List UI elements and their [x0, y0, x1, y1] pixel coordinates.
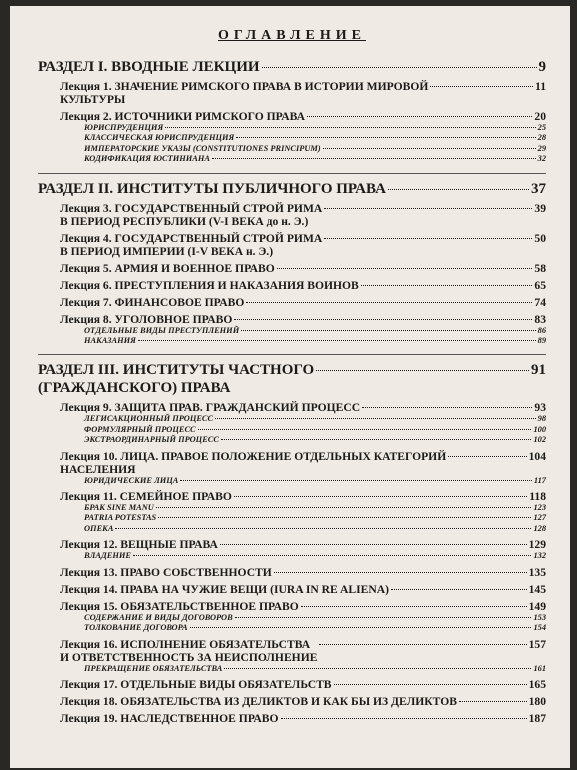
lecture-entry-label-line: Лекция 16. ИСПОЛНЕНИЕ ОБЯЗАТЕЛЬСТВА [60, 637, 311, 651]
lecture-entry-page: 11 [535, 80, 546, 93]
subtopic-entry-label-line: ИМПЕРАТОРСКИЕ УКАЗЫ (CONSTITUTIONES PRINCIPUM) [84, 143, 321, 153]
subtopic-entry-label-line: БРАК SINE MANU [84, 503, 154, 513]
subtopic-entry-page: 161 [533, 663, 546, 673]
subtopic-entry-label-line: ФОРМУЛЯРНЫЙ ПРОЦЕСС [84, 424, 196, 434]
subtopic-entry-page: 153 [533, 612, 546, 622]
subtopic-entry-label [84, 503, 154, 513]
lecture-entry [60, 490, 546, 503]
section-heading-label-line: РАЗДЕЛ III. ИНСТИТУТЫ ЧАСТНОГО [38, 362, 315, 379]
lecture-entry [60, 110, 546, 123]
subtopic-entry-page: 102 [533, 435, 546, 445]
dot-leader [430, 86, 533, 87]
subtopic-entry-label [84, 664, 222, 674]
subtopic-entry-page: 128 [533, 523, 546, 533]
lecture-entry-label-line: И ОТВЕТСТВЕННОСТЬ ЗА НЕИСПОЛНЕНИЕ [60, 650, 318, 664]
lecture-entry-label-line: Лекция 14. ПРАВА НА ЧУЖИЕ ВЕЩИ (IURA IN RE ALIENA) [60, 582, 389, 596]
section-heading-label-line: РАЗДЕЛ II. ИНСТИТУТЫ ПУБЛИЧНОГО ПРАВА [38, 180, 386, 197]
dot-leader [165, 127, 535, 128]
subtopic-entry-label-line: ЭКСТРАОРДИНАРНЫЙ ПРОЦЕСС [84, 435, 219, 445]
lecture-entry-page: 180 [528, 694, 546, 708]
lecture-entry-label [60, 600, 299, 613]
lecture-entry-label-line: Лекция 9. ЗАЩИТА ПРАВ. ГРАЖДАНСКИЙ ПРОЦЕСС [60, 401, 361, 415]
subtopic-entry [84, 425, 546, 435]
subtopic-entry-label-line: ВЛАДЕНИЕ [84, 551, 131, 561]
lecture-entry [60, 202, 546, 228]
lecture-entry-page: 118 [529, 490, 546, 504]
section-heading-page: 9 [538, 59, 546, 75]
dot-leader [319, 644, 526, 645]
lecture-entry [60, 232, 546, 258]
dot-leader [324, 238, 532, 239]
lecture-entry-page: 145 [528, 582, 546, 596]
subtopic-entry-label-line: КОДИФИКАЦИЯ ЮСТИНИАНА [84, 154, 210, 164]
lecture-entry-label [60, 450, 446, 476]
lecture-entry [60, 600, 546, 613]
subtopic-entry-label [84, 425, 196, 435]
lecture-entry [60, 296, 546, 309]
dot-leader [262, 67, 537, 68]
lecture-entry-label-line: Лекция 19. НАСЛЕДСТВЕННОЕ ПРАВО [60, 711, 279, 725]
section-heading-label [38, 58, 260, 76]
subtopic-entry [84, 144, 546, 154]
lecture-entry-label-line: Лекция 10. ЛИЦА. ПРАВОЕ ПОЛОЖЕНИЕ ОТДЕЛЬНЫХ КАТЕГОРИЙ [60, 449, 447, 463]
subtopic-entry-label-line: ОПЕКА [84, 523, 114, 533]
dot-leader [180, 480, 532, 481]
lecture-entry-label-line: Лекция 11. СЕМЕЙНОЕ ПРАВО [60, 490, 232, 504]
dot-leader [115, 528, 531, 529]
subtopic-entry-label-line: ЮРИДИЧЕСКИЕ ЛИЦА [84, 475, 179, 485]
lecture-entry-label [60, 262, 275, 275]
subtopic-entry-page: 25 [537, 123, 546, 132]
subtopic-entry [84, 154, 546, 164]
lecture-entry-label [60, 490, 232, 503]
subtopic-entry-label-line: ПРЕКРАЩЕНИЕ ОБЯЗАТЕЛЬСТВА [84, 663, 223, 673]
lecture-entry-page: 129 [528, 538, 546, 552]
dot-leader [133, 555, 531, 556]
dot-leader [234, 319, 532, 320]
subtopic-entry-label [84, 326, 239, 336]
dot-leader [281, 718, 527, 719]
dot-leader [388, 189, 529, 190]
lecture-entry [60, 566, 546, 579]
dot-leader [236, 137, 535, 138]
dot-leader [323, 148, 536, 149]
lecture-entry-label-line: Лекция 8. УГОЛОВНОЕ ПРАВО [60, 312, 233, 326]
dot-leader [301, 606, 527, 607]
lecture-entry-page: 187 [528, 711, 546, 725]
subtopic-entry-label [84, 414, 213, 424]
subtopic-entry-label-line: ЮРИСПРУДЕНЦИЯ [84, 123, 164, 132]
lecture-entry-label [60, 695, 457, 708]
subtopic-entry-label [84, 336, 136, 346]
subtopic-entry-label [84, 613, 233, 623]
subtopic-entry-page: 32 [537, 154, 546, 164]
lecture-entry-label-line: Лекция 5. АРМИЯ И ВОЕННОЕ ПРАВО [60, 261, 275, 275]
lecture-entry-label [60, 202, 322, 228]
lecture-entry-label-line: Лекция 15. ОБЯЗАТЕЛЬСТВЕННОЕ ПРАВО [60, 599, 299, 613]
subtopic-entry-page: 123 [533, 503, 546, 513]
subtopic-entry [84, 513, 546, 523]
lecture-entry-label-line: Лекция 7. ФИНАНСОВОЕ ПРАВО [60, 295, 245, 309]
dot-leader [277, 268, 533, 269]
lecture-entry [60, 678, 546, 691]
dot-leader [274, 572, 527, 573]
subtopic-entry-page: 154 [533, 623, 546, 633]
dot-leader [362, 407, 532, 408]
lecture-entry [60, 262, 546, 275]
section-heading [38, 361, 546, 397]
lecture-entry-label [60, 638, 317, 664]
subtopic-entry [84, 326, 546, 336]
subtopic-entry-page: 29 [537, 143, 546, 153]
subtopic-entry-page: 98 [537, 414, 546, 424]
lecture-entry-label [60, 583, 389, 596]
section-heading-label [38, 180, 386, 198]
subtopic-entry-label-line: ЛЕГИСАКЦИОННЫЙ ПРОЦЕСС [84, 414, 214, 424]
subtopic-entry [84, 551, 546, 561]
subtopic-entry-label [84, 144, 321, 154]
lecture-entry-label [60, 80, 428, 106]
subtopic-entry [84, 133, 546, 143]
subtopic-entry-label-line: НАКАЗАНИЯ [84, 336, 136, 346]
subtopic-entry-label-line: ТОЛКОВАНИЕ ДОГОВОРА [84, 623, 188, 633]
section-divider [38, 354, 546, 355]
subtopic-entry-label-line: ОТДЕЛЬНЫЕ ВИДЫ ПРЕСТУПЛЕНИЙ [84, 325, 240, 335]
lecture-entry [60, 401, 546, 414]
lecture-entry-label [60, 538, 218, 551]
subtopic-entry-page: 28 [537, 133, 546, 143]
subtopic-entry-page: 127 [533, 513, 546, 523]
section-heading-page: 37 [531, 180, 546, 197]
lecture-entry [60, 712, 546, 725]
lecture-entry-label-line: Лекция 6. ПРЕСТУПЛЕНИЯ И НАКАЗАНИЯ ВОИНОВ [60, 278, 359, 292]
dot-leader [220, 544, 527, 545]
lecture-entry-label-line: Лекция 2. ИСТОЧНИКИ РИМСКОГО ПРАВА [60, 110, 305, 123]
dot-leader [221, 439, 531, 440]
lecture-entry [60, 638, 546, 664]
dot-leader [156, 507, 532, 508]
lecture-entry [60, 695, 546, 708]
subtopic-entry [84, 476, 546, 486]
lecture-entry-label-line: В ПЕРИОД ИМПЕРИИ (I-V ВЕКА н. Э.) [60, 244, 274, 258]
lecture-entry [60, 583, 546, 596]
dot-leader [190, 627, 532, 628]
section-heading-page: 91 [531, 362, 546, 379]
subtopic-entry-page: 132 [533, 551, 546, 561]
section-heading [38, 180, 546, 198]
dot-leader [334, 684, 527, 685]
section-heading-label-line: РАЗДЕЛ I. ВВОДНЫЕ ЛЕКЦИИ [38, 59, 260, 75]
dot-leader [391, 589, 527, 590]
lecture-entry-page: 157 [528, 637, 546, 651]
subtopic-entry [84, 435, 546, 445]
dot-leader [307, 116, 532, 117]
lecture-entry-page: 50 [534, 231, 546, 245]
subtopic-entry [84, 414, 546, 424]
dot-leader [459, 701, 527, 702]
lecture-entry-page: 104 [528, 449, 546, 463]
dot-leader [198, 429, 532, 430]
subtopic-entry-label-line: КЛАССИЧЕСКАЯ ЮРИСПРУДЕНЦИЯ [84, 133, 235, 143]
lecture-entry-label [60, 712, 279, 725]
section-divider [38, 173, 546, 174]
lecture-entry-label-line: Лекция 17. ОТДЕЛЬНЫЕ ВИДЫ ОБЯЗАТЕЛЬСТВ [60, 677, 332, 691]
dot-leader [234, 496, 527, 497]
dot-leader [215, 418, 536, 419]
dot-leader [448, 456, 526, 457]
subtopic-entry-label [84, 154, 210, 164]
dot-leader [361, 285, 533, 286]
subtopic-entry-label [84, 551, 131, 561]
lecture-entry-page: 74 [534, 295, 546, 309]
dot-leader [324, 208, 532, 209]
lecture-entry [60, 313, 546, 326]
subtopic-entry-page: 117 [533, 475, 546, 485]
lecture-entry-page: 149 [528, 599, 546, 613]
lecture-entry-label-line: Лекция 12. ВЕЩНЫЕ ПРАВА [60, 538, 218, 552]
lecture-entry-label-line: КУЛЬТУРЫ [60, 93, 126, 106]
section-heading-label [38, 361, 314, 397]
lecture-entry-page: 83 [534, 312, 546, 326]
lecture-entry-label [60, 279, 359, 292]
lecture-entry-page: 165 [528, 677, 546, 691]
dot-leader [316, 370, 529, 371]
subtopic-entry [84, 503, 546, 513]
dot-leader [235, 617, 532, 618]
dot-leader [224, 668, 531, 669]
lecture-entry-page: 20 [534, 110, 546, 123]
lecture-entry-label-line: В ПЕРИОД РЕСПУБЛИКИ (V-I ВЕКА до н. Э.) [60, 214, 309, 228]
subtopic-entry-label [84, 435, 219, 445]
dot-leader [246, 302, 532, 303]
section-heading-label-line: (ГРАЖДАНСКОГО) ПРАВА [38, 380, 231, 397]
subtopic-entry [84, 123, 546, 133]
subtopic-entry [84, 623, 546, 633]
subtopic-entry-page: 89 [537, 336, 546, 346]
lecture-entry-label [60, 110, 305, 123]
lecture-entry [60, 80, 546, 106]
subtopic-entry-label-line: СОДЕРЖАНИЕ И ВИДЫ ДОГОВОРОВ [84, 612, 233, 622]
table-of-contents [38, 58, 546, 725]
book-page [10, 6, 570, 768]
lecture-entry-page: 39 [534, 201, 546, 215]
lecture-entry-label-line: Лекция 1. ЗНАЧЕНИЕ РИМСКОГО ПРАВА В ИСТОРИИ МИРОВОЙ [60, 80, 429, 93]
lecture-entry-page: 58 [534, 261, 546, 275]
lecture-entry-label [60, 401, 360, 414]
dot-leader [212, 158, 536, 159]
dot-leader [138, 340, 536, 341]
subtopic-entry-label-line: PATRIA POTESTAS [84, 513, 157, 523]
subtopic-entry [84, 664, 546, 674]
lecture-entry-label [60, 678, 332, 691]
lecture-entry-page: 135 [528, 565, 546, 579]
lecture-entry-label-line: Лекция 4. ГОСУДАРСТВЕННЫЙ СТРОЙ РИМА [60, 231, 323, 245]
subtopic-entry-label [84, 123, 163, 133]
dot-leader [158, 517, 531, 518]
lecture-entry-page: 65 [534, 278, 546, 292]
toc-title: ОГЛАВЛЕНИЕ [218, 28, 366, 43]
subtopic-entry-label [84, 133, 234, 143]
subtopic-entry [84, 524, 546, 534]
lecture-entry-label-line: Лекция 3. ГОСУДАРСТВЕННЫЙ СТРОЙ РИМА [60, 201, 323, 215]
subtopic-entry-label [84, 513, 156, 523]
subtopic-entry-label [84, 623, 188, 633]
subtopic-entry [84, 613, 546, 623]
lecture-entry-page: 93 [534, 401, 546, 415]
subtopic-entry-label [84, 524, 113, 534]
lecture-entry [60, 450, 546, 476]
lecture-entry-label-line: НАСЕЛЕНИЯ [60, 462, 136, 476]
lecture-entry-label-line: Лекция 13. ПРАВО СОБСТВЕННОСТИ [60, 565, 272, 579]
subtopic-entry-page: 86 [537, 325, 546, 335]
lecture-entry-label [60, 296, 244, 309]
lecture-entry-label [60, 313, 232, 326]
subtopic-entry-page: 100 [533, 424, 546, 434]
subtopic-entry [84, 336, 546, 346]
section-heading [38, 58, 546, 76]
lecture-entry [60, 279, 546, 292]
lecture-entry [60, 538, 546, 551]
dot-leader [241, 330, 535, 331]
lecture-entry-label [60, 566, 272, 579]
subtopic-entry-label [84, 476, 178, 486]
lecture-entry-label-line: Лекция 18. ОБЯЗАТЕЛЬСТВА ИЗ ДЕЛИКТОВ И КАК БЫ ИЗ ДЕЛИКТОВ [60, 694, 457, 708]
lecture-entry-label [60, 232, 322, 258]
